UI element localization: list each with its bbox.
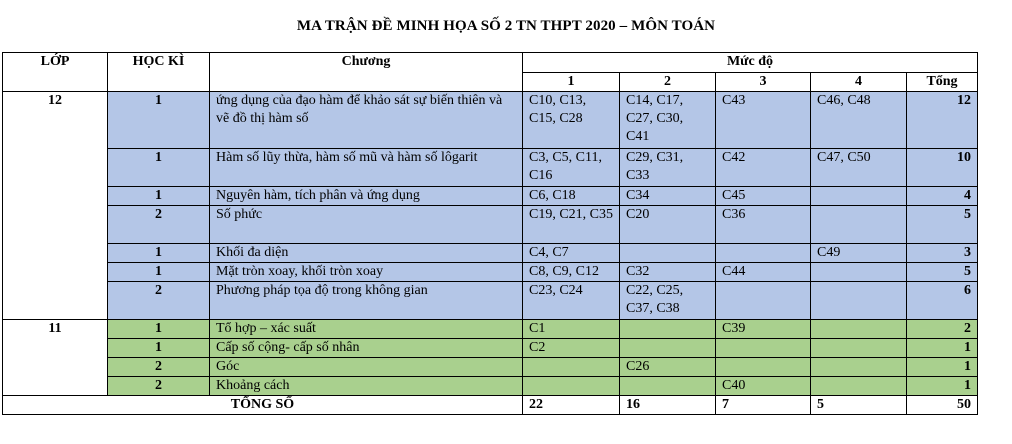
level-4-cell: [811, 377, 907, 396]
header-level-3: 3: [716, 73, 811, 92]
chapter-cell: Số phức: [210, 206, 523, 244]
table-row: [3, 244, 978, 263]
level-4-cell: [811, 263, 907, 282]
table-row: [3, 320, 978, 339]
header-chuong: Chương: [210, 53, 523, 92]
level-4-cell: C49: [811, 244, 907, 263]
level-4-cell: [811, 320, 907, 339]
table-row: [3, 377, 978, 396]
semester-cell: 1: [108, 187, 210, 206]
level-3-cell: [716, 339, 811, 358]
level-2-cell: [620, 320, 716, 339]
chapter-cell: Hàm số lũy thừa, hàm số mũ và hàm số lôgarit: [210, 149, 523, 187]
total-row: [3, 396, 978, 415]
level-3-cell: C45: [716, 187, 811, 206]
total-level-3: 7: [716, 396, 811, 415]
level-4-cell: [811, 339, 907, 358]
matrix-body: [3, 92, 978, 396]
total-level-4: 5: [811, 396, 907, 415]
level-1-cell: C3, C5, C11, C16: [523, 149, 620, 187]
row-total-cell: 1: [907, 358, 978, 377]
level-2-cell: [620, 339, 716, 358]
semester-cell: 2: [108, 377, 210, 396]
level-3-cell: [716, 358, 811, 377]
chapter-cell: Góc: [210, 358, 523, 377]
chapter-cell: Cấp số cộng- cấp số nhân: [210, 339, 523, 358]
level-4-cell: [811, 206, 907, 244]
level-2-cell: C26: [620, 358, 716, 377]
total-label: TỔNG SỐ: [3, 396, 523, 415]
header-level-1: 1: [523, 73, 620, 92]
level-2-cell: C32: [620, 263, 716, 282]
row-total-cell: 10: [907, 149, 978, 187]
row-total-cell: 1: [907, 339, 978, 358]
exam-matrix-table: [2, 52, 978, 415]
semester-cell: 1: [108, 263, 210, 282]
level-1-cell: C2: [523, 339, 620, 358]
table-row: [3, 282, 978, 320]
row-total-cell: 5: [907, 206, 978, 244]
semester-cell: 1: [108, 92, 210, 149]
semester-cell: 1: [108, 149, 210, 187]
total-level-1: 22: [523, 396, 620, 415]
level-1-cell: C10, C13, C15, C28: [523, 92, 620, 149]
level-2-cell: C14, C17, C27, C30, C41: [620, 92, 716, 149]
chapter-cell: Khoảng cách: [210, 377, 523, 396]
page-title: MA TRẬN ĐỀ MINH HỌA SỐ 2 TN THPT 2020 – MÔN TOÁN: [296, 18, 716, 34]
header-lop: LỚP: [3, 53, 108, 92]
row-total-cell: 12: [907, 92, 978, 149]
table-row: [3, 92, 978, 149]
level-1-cell: C1: [523, 320, 620, 339]
header-level-4: 4: [811, 73, 907, 92]
level-3-cell: C44: [716, 263, 811, 282]
row-total-cell: 5: [907, 263, 978, 282]
level-1-cell: [523, 377, 620, 396]
header-level-2: 2: [620, 73, 716, 92]
row-total-cell: 1: [907, 377, 978, 396]
level-2-cell: C29, C31, C33: [620, 149, 716, 187]
table-row: [3, 358, 978, 377]
level-1-cell: C6, C18: [523, 187, 620, 206]
level-2-cell: C20: [620, 206, 716, 244]
level-1-cell: C19, C21, C35: [523, 206, 620, 244]
table-row: [3, 263, 978, 282]
level-2-cell: [620, 244, 716, 263]
level-4-cell: [811, 187, 907, 206]
table-row: [3, 149, 978, 187]
semester-cell: 2: [108, 282, 210, 320]
level-3-cell: C43: [716, 92, 811, 149]
header-hocki: HỌC KÌ: [108, 53, 210, 92]
level-2-cell: C22, C25, C37, C38: [620, 282, 716, 320]
level-3-cell: C39: [716, 320, 811, 339]
chapter-cell: Tổ hợp – xác suất: [210, 320, 523, 339]
row-total-cell: 3: [907, 244, 978, 263]
grade-cell: 12: [3, 92, 108, 320]
table-row: [3, 339, 978, 358]
total-tong: 50: [907, 396, 978, 415]
semester-cell: 2: [108, 358, 210, 377]
table-row: [3, 206, 978, 244]
chapter-cell: ứng dụng của đạo hàm để khảo sát sự biến thiên và vẽ đồ thị hàm số: [210, 92, 523, 149]
semester-cell: 1: [108, 320, 210, 339]
total-level-2: 16: [620, 396, 716, 415]
semester-cell: 2: [108, 206, 210, 244]
level-4-cell: [811, 282, 907, 320]
chapter-cell: Mặt tròn xoay, khối tròn xoay: [210, 263, 523, 282]
level-3-cell: C36: [716, 206, 811, 244]
chapter-cell: Khối đa diện: [210, 244, 523, 263]
level-2-cell: C34: [620, 187, 716, 206]
level-4-cell: [811, 358, 907, 377]
level-4-cell: C46, C48: [811, 92, 907, 149]
row-total-cell: 6: [907, 282, 978, 320]
chapter-cell: Nguyên hàm, tích phân và ứng dụng: [210, 187, 523, 206]
level-3-cell: C40: [716, 377, 811, 396]
level-1-cell: C4, C7: [523, 244, 620, 263]
row-total-cell: 2: [907, 320, 978, 339]
level-1-cell: [523, 358, 620, 377]
level-1-cell: C23, C24: [523, 282, 620, 320]
semester-cell: 1: [108, 244, 210, 263]
level-3-cell: C42: [716, 149, 811, 187]
grade-cell: 11: [3, 320, 108, 396]
level-4-cell: C47, C50: [811, 149, 907, 187]
semester-cell: 1: [108, 339, 210, 358]
header-tong: Tổng: [907, 73, 978, 92]
level-3-cell: [716, 282, 811, 320]
level-3-cell: [716, 244, 811, 263]
level-2-cell: [620, 377, 716, 396]
chapter-cell: Phương pháp tọa độ trong không gian: [210, 282, 523, 320]
level-1-cell: C8, C9, C12: [523, 263, 620, 282]
table-row: [3, 187, 978, 206]
row-total-cell: 4: [907, 187, 978, 206]
header-mucdo: Mức độ: [523, 53, 978, 73]
